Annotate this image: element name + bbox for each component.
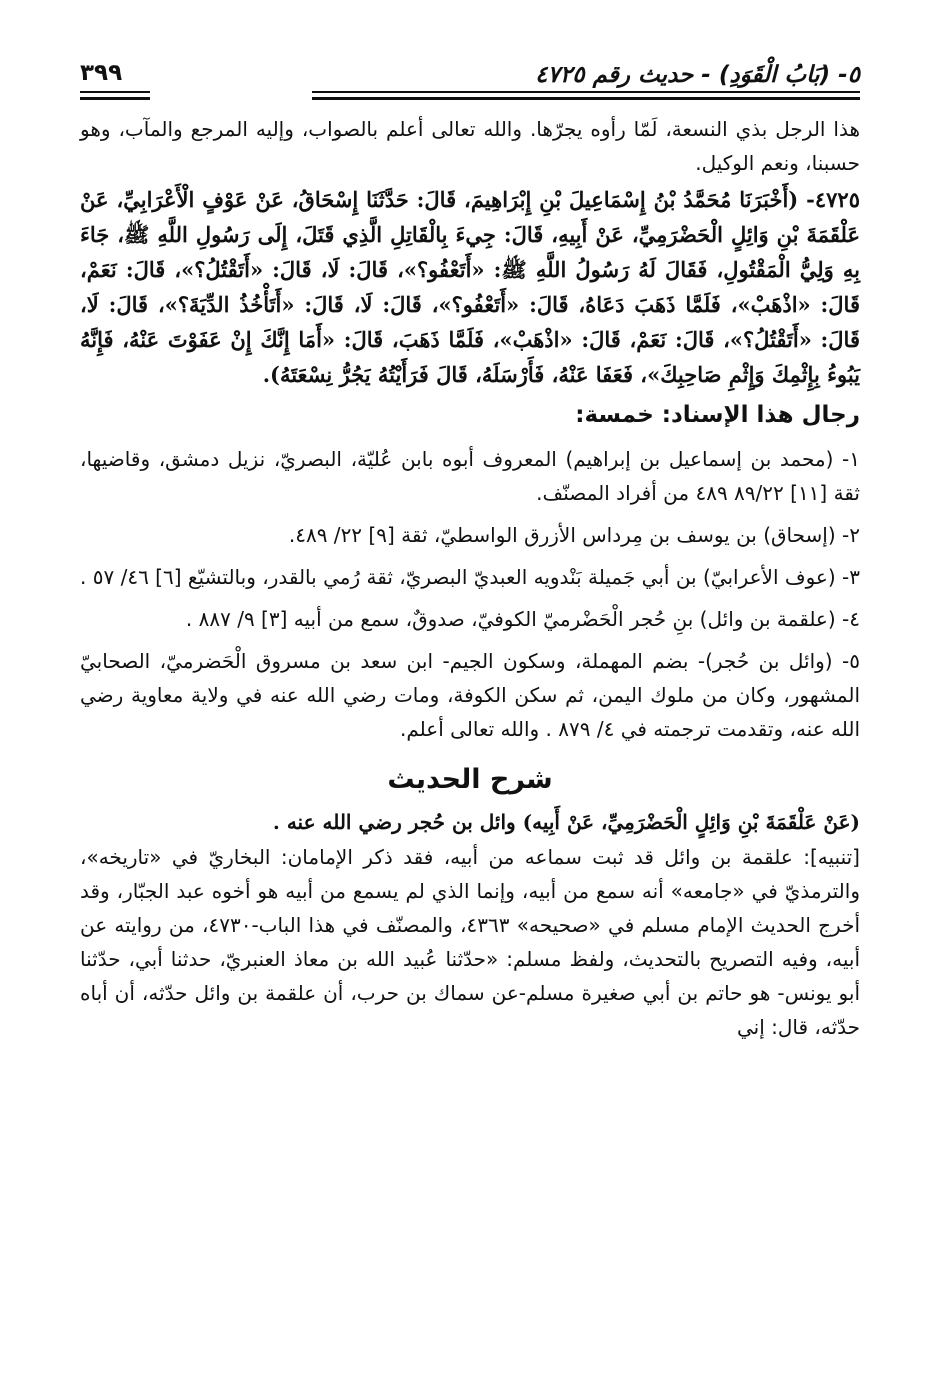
header-rule (80, 90, 860, 104)
header-rule-line (80, 91, 150, 93)
narrator-entry: ٤- (علقمة بن وائل) بنِ حُجر الْحَضْرميّ الكوفيّ، صدوقٌ، سمع من أبيه [٣] ٩/ ٨٨٧ . (185, 607, 860, 631)
commentary-quote: (عَنْ عَلْقَمَةَ بْنِ وَائِلٍ الْحَضْرَمِيِّ، عَنْ أَبِيه) وائل بن حُجر رضي الله عنه . (272, 810, 860, 834)
commentary-paragraph: [تنبيه]: علقمة بن وائل قد ثبت سماعه من أبيه، فقد ذكر الإمامان: البخاريّ في «تاريخه»، والترمذيّ في «جامعه» أنه سمع من أبيه، وإنما الذي لم يسمع من أبيه هو أخوه عبد الجبّار، وقد أخرج الحديث الإمام مسلم في «صحيحه» ٤٣٦٣، والمصنّف في هذا الباب-٤٧٣٠، من روايته عن أبيه، وفيه التصريح بالتحديث، ولفظ مسلم: «حدّثنا عُبيد الله بن معاذ العنبريّ، حدثنا أبي، حدّثنا أبو يونس- هو حاتم بن أبي صغيرة مسلم-عن سماك بن حرب، أن علقمة بن وائل حدّثه، أن أباه حدّثه، قال: إني (80, 845, 861, 1039)
commentary-heading: شرح الحديث (387, 764, 553, 795)
header-rule-line (80, 97, 150, 100)
page-body (80, 112, 860, 1044)
intro-paragraph: هذا الرجل بذي النسعة، لَمّا رأوه يجرّها. والله تعالى أعلم بالصواب، وإليه المرجع والمآب، وهو حسبنا، ونعم الوكيل. (80, 117, 860, 175)
narrator-entry: ٢- (إسحاق) بن يوسف بن مِرداس الأزرق الواسطيّ، ثقة [٩] ٢٢/ ٤٨٩. (288, 523, 860, 547)
narrator-entry: ٣- (عوف الأعرابيّ) بن أبي جَميلة بَنْدويه العبديّ البصريّ، ثقة رُمي بالقدر، وبالتشيّع [٦] ٤٦/ ٥٧ . (80, 565, 860, 589)
book-page (80, 48, 860, 1044)
running-title: ٥- (بَابُ الْقَوَدِ) - حديث رقم ٤٧٢٥ (535, 62, 860, 88)
narrator-entry: ٥- (وائل بن حُجر)- بضم المهملة، وسكون الجيم- ابن سعد بن مسروق الْحَضرميّ، الصحابيّ المشهور، وكان من ملوك اليمن، ثم سكن الكوفة، ومات رضي الله عنه في ولاية معاوية رضي الله عنه، وتقدمت ترجمته في ٤/ ٨٧٩ . والله تعالى أعلم. (80, 649, 860, 741)
page-header (80, 48, 860, 88)
header-rule-line (312, 97, 860, 100)
header-rule-line (312, 91, 860, 93)
hadith-text: ٤٧٢٥- (أَخْبَرَنَا مُحَمَّدُ بْنُ إِسْمَاعِيلَ بْنِ إِبْرَاهِيمَ، قَالَ: حَدَّثَنَا إِسْحَاقُ، عَنْ عَوْفٍ الْأَعْرَابِيِّ، عَنْ عَلْقَمَةَ بْنِ وَائِلٍ الْحَضْرَمِيِّ، عَنْ أَبِيهِ، قَالَ: جِيءَ بِالْقَاتِلِ الَّذِي قَتَلَ، إِلَى رَسُولِ اللَّهِ ﷺ، جَاءَ بِهِ وَلِيُّ الْمَقْتُولِ، فَقَالَ لَهُ رَسُولُ اللَّهِ ﷺ: «أَتَعْفُو؟»، قَالَ: لَا، قَالَ: «أَتَقْتُلُ؟»، قَالَ: نَعَمْ، قَالَ: «اذْهَبْ»، فَلَمَّا ذَهَبَ دَعَاهُ، قَالَ: «أَتَعْفُو؟»، قَالَ: لَا، قَالَ: «أَتَأْخُذُ الدِّيَةَ؟»، قَالَ: لَا، قَالَ: «أَتَقْتُلُ؟»، قَالَ: نَعَمْ، قَالَ: «اذْهَبْ»، فَلَمَّا ذَهَبَ، قَالَ: «أَمَا إِنَّكَ إِنْ عَفَوْتَ عَنْهُ، فَإِنَّهُ يَبُوءُ بِإِثْمِكَ وَإِثْمِ صَاحِبِكَ»، فَعَفَا عَنْهُ، فَأَرْسَلَهُ، قَالَ فَرَأَيْتُهُ يَجُرُّ نِسْعَتَهُ). (80, 187, 860, 387)
narrator-entry: ١- (محمد بن إسماعيل بن إبراهيم) المعروف أبوه بابن عُليّة، البصريّ، نزيل دمشق، وقاضيها، ثقة [١١] ٨٩/٢٢ ٤٨٩ من أفراد المصنّف. (80, 447, 860, 505)
page-number: ٣٩٩ (80, 60, 123, 86)
narrators-heading: رجال هذا الإسناد: خمسة: (575, 402, 860, 428)
